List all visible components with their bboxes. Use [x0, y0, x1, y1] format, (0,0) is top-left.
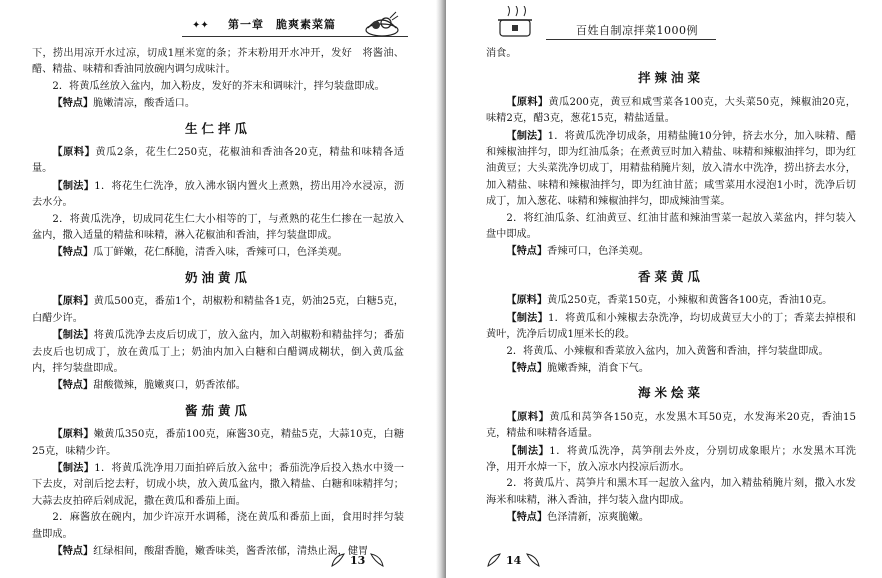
method-label: 【制法】 [506, 129, 548, 142]
leaf-ornament-icon [525, 552, 541, 568]
ingredients-label: 【原料】 [506, 95, 549, 108]
cooking-pot-illustration [494, 6, 538, 40]
dish-title: 香菜黄瓜 [637, 268, 704, 284]
method-label: 【制法】 [52, 461, 95, 474]
feature-text: 甜酸微辣，脆嫩爽口，奶香浓郁。 [93, 380, 246, 392]
vegetable-basket-illustration [362, 8, 402, 38]
method-step: 将黄瓜洗净去皮后切成丁，放入盆内，加入胡椒粉和精盐拌匀；番茄去皮后也切成丁，放在黄瓜丁上；奶油内加入白糖和白醋调成糊状，倒入黄瓜盆内，拌匀装盘即成。 [32, 330, 405, 374]
continuation-paragraph: 消食。 [486, 48, 517, 59]
ingredients-paragraph [486, 292, 856, 309]
chapter-title: 第一章 脆爽素菜篇 [228, 18, 336, 31]
feature-label: 【特点】 [506, 361, 548, 374]
feature-text: 红绿相间，酸甜香脆，嫩香味美，酱香浓郁，清热止渴，健胃 [93, 545, 369, 557]
right-page-header [486, 6, 856, 46]
dish-title: 生仁拌瓜 [184, 120, 251, 136]
ingredients-text: 黄瓜500克，番茄1个，胡椒粉和精盐各1克，奶油25克，白糖5克，白醋少许。 [32, 296, 404, 324]
ingredients-text: 黄瓜200克，黄豆和咸雪菜各100克，大头菜50克，辣椒油20克，味精2克，醋3克，葱花15克，精盐适量。 [486, 96, 856, 125]
ingredients-label: 【原料】 [52, 428, 94, 441]
ingredients-text: 嫩黄瓜350克，番茄100克，麻酱30克，精盐5克，大蒜10克，白糖25克，味精少许。 [32, 429, 405, 457]
feature-text: 香辣可口，色泽美观。 [547, 246, 650, 258]
method-label: 【制法】 [506, 444, 550, 457]
book-gutter [436, 0, 446, 578]
header-rule [546, 39, 716, 40]
feature-paragraph [32, 95, 404, 112]
method-paragraph [32, 178, 404, 212]
method-paragraph [32, 327, 404, 377]
method-step: 2．将黄瓜洗净，切成同花生仁大小相等的丁，与煮熟的花生仁掺在一起放入盆内，撒入适量的精盐和味精，淋入花椒油和香油，拌匀装盘即成。 [32, 213, 404, 242]
method-paragraph [486, 128, 856, 211]
feature-text: 脆嫩清凉，酸香适口。 [93, 98, 196, 110]
ingredients-label: 【原料】 [52, 146, 96, 159]
method-step: 1．将黄瓜洗净切成条，用精盐腌10分钟，挤去水分，加入味精、醋和辣椒油拌匀，即为红油瓜条；在煮黄豆时加入精盐、味精和辣椒油拌匀，即为红油黄豆；大头菜洗净切成丁，用精盐稍腌片刻，放入清水中洗净，捞出挤去水分，加入精盐、味精和辣椒油拌匀，即为红油甘蓝；咸雪菜用水浸泡1小时，洗净后切成丁，加入葱花、味精和辣椒油拌匀，即成辣油雪菜。 [486, 130, 857, 208]
leaf-ornament-icon [330, 552, 346, 568]
ingredients-paragraph [486, 409, 856, 443]
ingredients-paragraph [32, 426, 404, 460]
method-paragraph [486, 310, 856, 344]
right-page-footer [486, 552, 541, 568]
feature-paragraph [486, 509, 856, 526]
continuation-paragraph: 2．将黄瓜丝放入盆内，加入粉皮，发好的芥末和调味汁，拌匀装盘即成。 [52, 80, 385, 92]
feature-label: 【特点】 [52, 379, 94, 392]
feature-label: 【特点】 [52, 544, 94, 557]
right-page-content [486, 46, 856, 527]
method-label: 【制法】 [52, 329, 94, 342]
left-page-content [32, 46, 404, 560]
feature-paragraph [486, 243, 856, 260]
method-step: 2．将黄瓜片、莴笋片和黑木耳一起放入盆内，加入精盐稍腌片刻，撒入水发海米和味精，淋入香油，拌匀装入盘内即成。 [486, 478, 856, 506]
feature-label: 【特点】 [52, 97, 94, 110]
book-title: 百姓自制凉拌菜1000例 [576, 24, 698, 37]
left-page-header [32, 6, 404, 46]
ingredients-text: 黄瓜2条，花生仁250克，花椒油和香油各20克，精盐和味精各适量。 [32, 147, 405, 175]
ingredients-text: 黄瓜和莴笋各150克，水发黑木耳50克，水发海米20克，香油15克，精盐和味精各适量。 [486, 411, 856, 440]
method-step: 1．将黄瓜洗净，莴笋削去外皮，分别切成象眼片；水发黑木耳洗净，用开水焯一下，放入凉水内投凉后沥水。 [486, 445, 856, 473]
ingredients-label: 【原料】 [506, 410, 550, 423]
method-step: 2．将黄瓜、小辣椒和香菜放入盆内，加入黄酱和香油，拌匀装盘即成。 [506, 345, 829, 357]
dish-title: 海米烩菜 [637, 385, 704, 401]
leaf-ornament-icon [369, 552, 385, 568]
dish-title: 酱茄黄瓜 [184, 402, 251, 418]
method-paragraph [486, 443, 856, 477]
feature-paragraph [32, 377, 404, 394]
method-label: 【制法】 [52, 179, 95, 192]
right-page [446, 0, 882, 578]
method-step: 1．将黄瓜和小辣椒去杂洗净，均切成黄豆大小的丁；香菜去掉根和黄叶，洗净后切成1厘米长的段。 [486, 312, 856, 341]
continuation-paragraph: 下，捞出用凉开水过凉，切成1厘米宽的条；芥末粉用开水冲开，发好 将酱油、醋、精盐、味精和香油同放碗内调匀成味汁。 [32, 48, 404, 76]
ingredients-label: 【原料】 [52, 295, 94, 308]
ingredients-paragraph [32, 144, 404, 178]
page-number: 14 [506, 553, 522, 567]
feature-label: 【特点】 [506, 511, 548, 524]
ingredients-text: 黄瓜250克，香菜150克，小辣椒和黄酱各100克，香油10克。 [547, 295, 833, 307]
left-page-footer [330, 552, 385, 568]
method-label: 【制法】 [506, 311, 548, 324]
ingredients-paragraph [32, 293, 404, 327]
page-number: 13 [350, 553, 366, 567]
ingredients-label: 【原料】 [506, 294, 548, 307]
dish-title: 奶油黄瓜 [184, 269, 251, 285]
method-step: 1．将花生仁洗净，放入沸水锅内置火上煮熟，捞出用冷水浸凉，沥去水分。 [32, 180, 405, 209]
feature-text: 色泽清新，凉爽脆嫩。 [547, 512, 650, 524]
feature-text: 瓜丁鲜嫩，花仁酥脆，清香入味，香辣可口，色泽美观。 [93, 247, 348, 259]
leaf-ornament-icon [486, 552, 502, 568]
header-rule [182, 36, 408, 37]
feature-paragraph [32, 244, 404, 261]
left-page [0, 0, 438, 578]
method-step: 1．将黄瓜洗净用刀面拍碎后放入盆中；番茄洗净后投入热水中烫一下去皮，对剖后挖去籽，切成小块，放入黄瓜盆内，撒入精盐、白糖和味精拌匀；大蒜去皮拍碎后剁成泥，撒在黄瓜和番茄上面。 [32, 462, 405, 507]
dish-title: 拌辣油菜 [637, 70, 704, 86]
method-paragraph [32, 460, 404, 510]
feature-label: 【特点】 [52, 246, 94, 259]
method-step: 2．麻酱放在碗内，加少许凉开水调稀，浇在黄瓜和番茄上面，食用时拌匀装盘即成。 [32, 512, 404, 540]
feature-text: 脆嫩香辣，消食下气。 [547, 362, 650, 374]
sparkle-icon: ✦✦ [192, 20, 209, 31]
ingredients-paragraph [486, 94, 856, 128]
feature-label: 【特点】 [506, 245, 548, 258]
method-step: 2．将红油瓜条、红油黄豆、红油甘蓝和辣油雪菜一起放入菜盆内，拌匀装入盘中即成。 [486, 212, 856, 241]
feature-paragraph [486, 360, 856, 377]
